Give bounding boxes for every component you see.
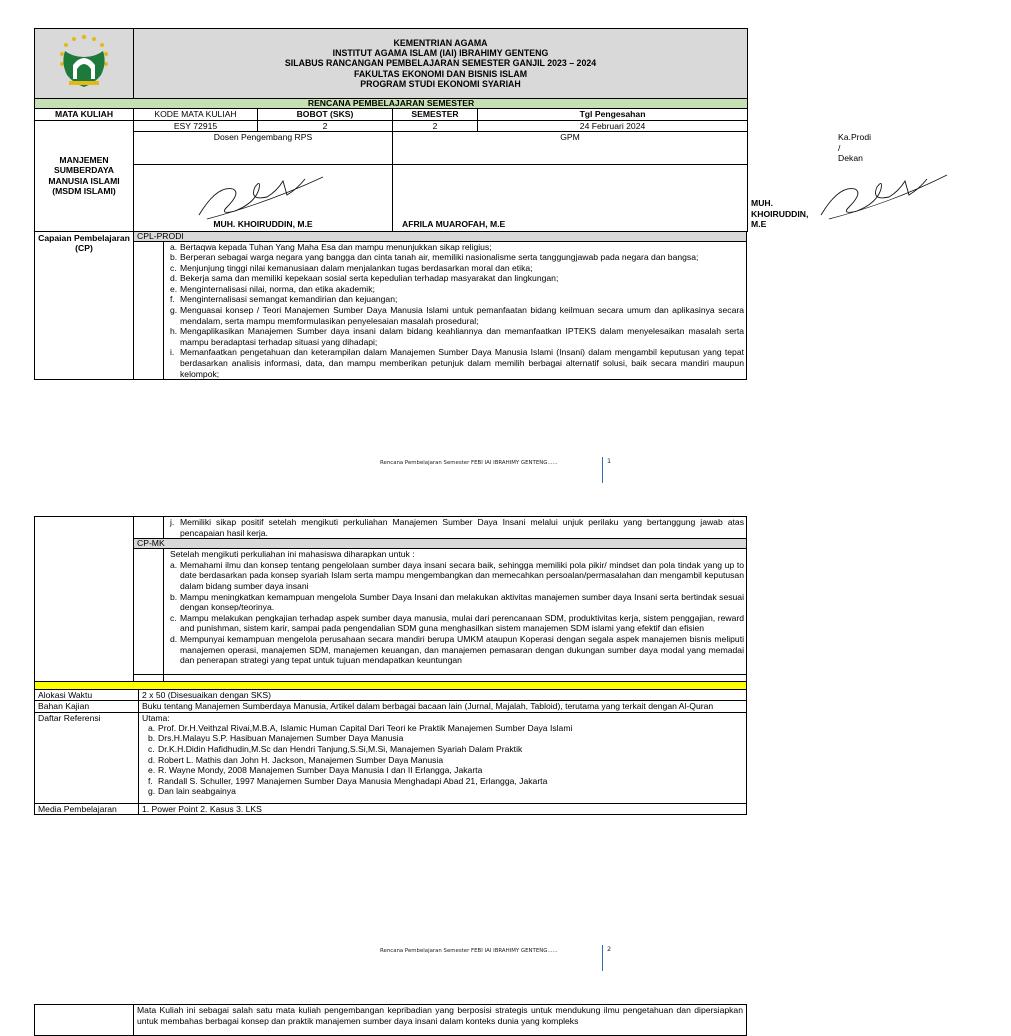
list-text: Memanfaatkan pengetahuan dan keterampilan dalam Manajemen Sumber Daya Manusia Islami (Insani) dalam mengambil keputusan yang tepat berdasarkan analisis informasi, data, dan mampu memberikan petunjuk dalam memilih berbagai alternatif solusi, baik secara mandiri maupun kelompok; (180, 347, 744, 379)
list-item (164, 273, 746, 284)
alokasi-value: 2 x 50 (Disesuaikan dengan SKS) (139, 689, 747, 701)
list-marker: f. (148, 775, 153, 786)
list-item (164, 634, 746, 666)
role-kaprodi-label: Ka.Prodi / Dekan (838, 132, 872, 163)
header-line-syllabus: SILABUS RANCANGAN PEMBELAJARAN SEMESTER GANJIL 2023 – 2024 (284, 58, 597, 69)
list-text: Menjunjung tinggi nilai kemanusiaan dalam menjalankan tugas berdasarkan moral dan etika; (180, 262, 533, 273)
referensi-list (142, 723, 746, 797)
list-item (164, 592, 746, 613)
list-text: Prof. Dr.H.Veithzal Rivai,M.B.A, Islamic Human Capital Dari Teori ke Praktik Manajemen Sumber Daya Islami (158, 722, 573, 733)
cpl-prodi-label: CPL-PRODI (134, 231, 747, 241)
role-gpm: GPM (393, 132, 748, 165)
list-marker: i. (170, 347, 175, 358)
bahan-label: Bahan Kajian (35, 701, 139, 713)
referensi-cell (139, 712, 747, 803)
signature-cell-gpm (393, 164, 748, 231)
list-marker: d. (148, 754, 156, 765)
col-mata-kuliah: MATA KULIAH (35, 109, 134, 121)
col-semester: SEMESTER (393, 109, 478, 121)
list-marker: b. (170, 591, 178, 602)
list-item (164, 305, 746, 326)
list-item (142, 765, 746, 776)
header-line-faculty: FAKULTAS EKONOMI DAN BISNIS ISLAM (353, 68, 528, 79)
col-kode: KODE MATA KULIAH (134, 109, 258, 121)
cp-blank-cell (35, 517, 134, 682)
list-text: Randall S. Schuller, 1997 Manajemen Sumber Daya Manusia Menghadapi Abad 21, Erlangga, Jakarta (158, 775, 548, 786)
cpmk-intro: Setelah mengikuti perkuliahan ini mahasiswa diharapkan untuk : (170, 549, 415, 560)
info-table (34, 681, 747, 816)
list-marker: a. (170, 559, 178, 570)
list-text: Bertaqwa kepada Tuhan Yang Maha Esa dan mampu menunjukkan sikap religius; (180, 241, 492, 252)
rps-section-1 (34, 28, 872, 380)
list-marker: g. (170, 305, 178, 316)
description-label-cell (35, 1005, 134, 1036)
page-footer-2 (380, 945, 612, 954)
list-item (142, 786, 746, 797)
header-line-program: PROGRAM STUDI EKONOMI SYARIAH (360, 78, 521, 89)
list-text: Drs.H.Malayu S.P. Hasibuan Manajemen Sumber Daya Manusia (158, 733, 404, 744)
list-item (142, 723, 746, 734)
page-footer-1 (380, 457, 612, 466)
list-item (142, 744, 746, 755)
list-item (164, 347, 746, 379)
list-item (164, 326, 746, 347)
signature-dosen (137, 167, 387, 223)
cp-j-text: Memiliki sikap positif setelah mengikuti perkuliahan Manajemen Sumber Daya Insani melalui unjuk perilaku yang bertanggung jawab atas pencapaian hasil kerja. (180, 517, 744, 538)
rps-title: RENCANA PEMBELAJARAN SEMESTER (35, 99, 748, 109)
yellow-band (35, 681, 747, 689)
list-text: Robert L. Mathis dan John H. Jackson, Manajemen Sumber Daya Manusia (158, 754, 444, 765)
description-text: Mata Kuliah ini sebagai salah satu mata kuliah pengembangan kepribadian yang berposisi strategis untuk mendukung ilmu pengetahuan dan dipersiapkan untuk membahas berbagai konsep dan praktik manajemen sumber daya insani dalam konteks dunia yang kompleks (134, 1005, 747, 1036)
cp-list (164, 242, 746, 380)
cp-j-cell (164, 517, 747, 539)
list-marker: c. (170, 612, 177, 623)
list-marker: g. (148, 786, 156, 797)
list-marker: c. (170, 262, 177, 273)
cp-continued-table (34, 516, 747, 682)
list-marker: b. (148, 733, 156, 744)
list-marker: a. (148, 722, 156, 733)
list-text: Berperan sebagai warga negara yang bangga dan cinta tanah air, memiliki nasionalisme serta tanggungjawab pada negara dan bangsa; (180, 252, 699, 263)
list-text: Mampu meningkatkan kemampuan mengelola Sumber Daya Insani dan melakukan aktivitas manajemen sumber daya Insani serta bertindak sesuai dengan konsep/teorinya. (180, 591, 744, 613)
referensi-label: Daftar Referensi (35, 712, 139, 803)
page-number: 2 (602, 945, 611, 971)
cp-list-cell (164, 241, 747, 380)
list-marker: b. (170, 252, 178, 263)
cp-table (34, 231, 747, 381)
list-marker: a. (170, 241, 178, 252)
list-item (164, 284, 746, 295)
value-bobot: 2 (258, 120, 393, 132)
bahan-value: Buku tentang Manajemen Sumberdaya Manusia, Artikel dalam berbagai bacaan lain (Jurnal, Majalah, Tabloid), terutama yang terkait dengan Al-Quran (139, 701, 747, 713)
list-marker: d. (170, 273, 178, 284)
list-text: Mempunyai kemampuan mengelola perusahaan secara mandiri berupa UMKM ataupun Koperasi dengan segala aspek manajemen bisnis meliputi manajemen operasi, manajemen SDM, manajemen keuangan, dan manajemen pemasaran dengan dukungan sumber daya modal yang memadai dan penerapan strategi yang tepat untuk tujuan mendapatkan keuntungan (180, 633, 744, 666)
list-marker: d. (170, 633, 178, 644)
list-item (164, 613, 746, 634)
list-text: Mampu melakukan pengkajian terhadap aspek sumber daya manusia, mulai dari perencanaan SDM, produktivitas kerja, sistem penggajian, reward and punishman, sistem karir, sampai pada pengendalian SDM guna menghasilkan sistem manajemen SDM islami yang efektif dan efisien (180, 612, 744, 634)
cp-j-indent (134, 517, 164, 539)
institution-header (134, 29, 748, 99)
list-item (164, 517, 746, 538)
list-text: Mengaplikasikan Manajemen Sumber daya insani dalam bidang keahliannya dan memanfaatkan IPTEKS dalam menyelesaikan masalah serta mampu beradaptasi terhadap situasi yang dihadapi; (180, 326, 744, 347)
list-item (164, 560, 746, 592)
signature-cell-dosen (134, 164, 393, 231)
logo-cell (35, 29, 134, 99)
course-name: MANJEMEN SUMBERDAYA MANUSIA ISLAMI (MSDM ISLAMI) (35, 120, 134, 231)
header-line-ministry: KEMENTRIAN AGAMA (393, 37, 488, 48)
cpmk-list-cell (164, 549, 747, 675)
list-item (142, 755, 746, 766)
rps-section-2 (34, 516, 747, 815)
list-marker: e. (170, 283, 178, 294)
media-value: 1. Power Point 2. Kasus 3. LKS (139, 803, 747, 815)
list-text: Memahami ilmu dan konsep tentang pengelolaan sumber daya insani secara baik, sehingga memiliki pola pikir/ mindset dan pola tindak yang up to date berdasarkan pada konsep syariah Islam serta mampu mengembangkan dan memecahkan persoalan/permasalahan dan mengambil keputusan dalam bidang sumber daya insani (180, 559, 744, 591)
description-table (34, 1004, 747, 1036)
list-text: Menginternalisasi semangat kemandirian dan kejuangan; (180, 294, 398, 305)
list-text: Menguasai konsep / Teori Manajemen Sumber Daya Manusia Islami untuk pemanfaatan bidang keilmuan secara umum dan aplikasinya secara mendalam, serta mampu memformulasikan penyelesaian masalah prosedural; (180, 305, 744, 326)
institution-logo (55, 31, 113, 93)
cpmk-label: CP-MK (134, 539, 747, 549)
list-marker: c. (148, 743, 155, 754)
col-bobot: BOBOT (SKS) (258, 109, 393, 121)
rps-section-3 (34, 1004, 747, 1034)
footer-text: Rencana Pembelajaran Semester FEBI IAI IBRAHIMY GENTENG...... (380, 460, 558, 466)
cpmk-list (164, 560, 746, 666)
signature-name-dosen: MUH. KHOIRUDDIN, M.E (213, 219, 313, 229)
rps-header-table: KEMENTRIAN AGAMA INSTITUT AGAMA ISLAM (IAI) IBRAHIMY GENTENG SILABUS RANCANGAN PEMBELAJARAN SEMESTER GANJIL 2023 – 2024 FAKULTAS EKONOMI DAN BISNIS ISLAM PROGRAM STUDI EKONOMI SYARIAH RENCANA PEMBELAJARAN SEMESTER MATA KULIAH KODE MATA KULIAH BOBOT (SKS) SEMESTER Tgl Pengesahan MANJEMEN SUMBERDAYA MANUSIA ISLAMI (MSDM ISLAMI) ESY 72915 2 2 24 Februari 2024 Dosen Pengembang RPS GPM Ka.Prodi / Dekan MUH. KHOIRUDDIN, M.E AFRILA MUAROFAH, M.E MUH. KHOIRUDDIN, M.E (34, 28, 748, 232)
media-label: Media Pembelajaran (35, 803, 139, 815)
list-text: Bekerja sama dan memiliki kepekaan sosial serta kepedulian terhadap masyarakat dan lingkungan; (180, 273, 559, 284)
value-kode: ESY 72915 (134, 120, 258, 132)
value-tgl: 24 Februari 2024 (478, 120, 748, 132)
header-line-institute: INSTITUT AGAMA ISLAM (IAI) IBRAHIMY GENTENG (332, 48, 549, 59)
list-text: Menginternalisasi nilai, norma, dan etika akademik; (180, 283, 375, 294)
list-item (142, 733, 746, 744)
list-marker: f. (170, 294, 175, 305)
cpmk-indent (134, 549, 164, 675)
list-text: R. Wayne Mondy, 2008 Manajemen Sumber Daya Manusia I dan II Erlangga, Jakarta (158, 765, 483, 776)
role-dosen: Dosen Pengembang RPS (134, 132, 393, 165)
list-item (164, 242, 746, 253)
list-marker: e. (148, 765, 156, 776)
list-item (164, 252, 746, 263)
list-marker: h. (170, 326, 178, 337)
value-semester: 2 (393, 120, 478, 132)
signature-name-gpm: AFRILA MUAROFAH, M.E (402, 219, 506, 229)
footer-text: Rencana Pembelajaran Semester FEBI IAI IBRAHIMY GENTENG...... (380, 948, 558, 954)
cp-j-marker: j. (170, 517, 175, 527)
referensi-heading: Utama: (142, 712, 170, 723)
page-number: 1 (602, 457, 611, 483)
cp-list-continued (164, 517, 746, 538)
list-text: Dan lain seabgainya (158, 786, 236, 797)
list-text: Dr.K.H.Didin Hafidhudin,M.Sc dan Hendri Tanjung,S.Si,M.Si, Manajemen Syariah Dalam Praktik (158, 743, 523, 754)
col-tgl: Tgl Pengesahan (478, 109, 748, 121)
cp-indent (134, 241, 164, 380)
list-item (142, 776, 746, 787)
alokasi-label: Alokasi Waktu (35, 689, 139, 701)
list-item (164, 263, 746, 274)
cp-label: Capaian Pembelajaran (CP) (35, 231, 134, 380)
list-item (164, 294, 746, 305)
